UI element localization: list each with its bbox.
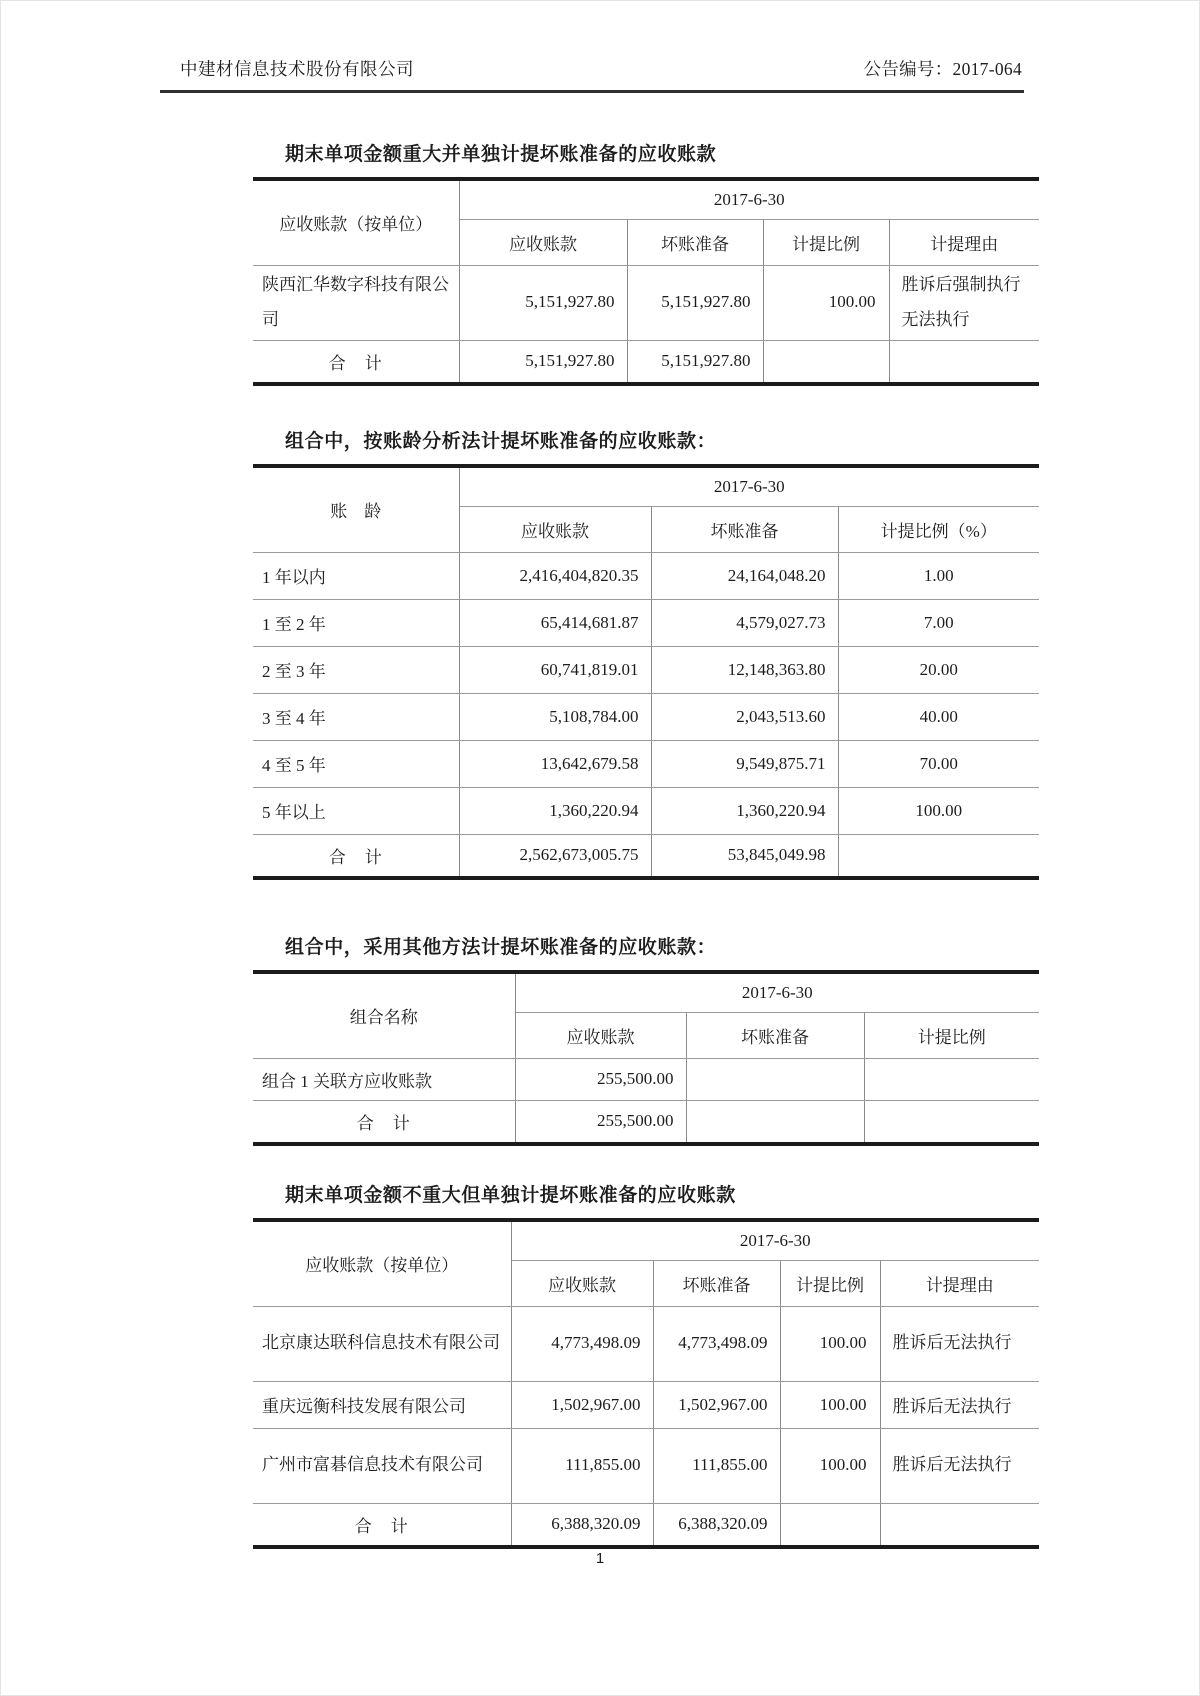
column-header: 计提比例	[864, 1012, 1039, 1058]
row-header-cell: 账 龄	[253, 466, 459, 552]
total-label: 合 计	[253, 1100, 515, 1144]
total-receivable: 5,151,927.80	[459, 340, 627, 384]
column-header: 应收账款	[459, 219, 627, 265]
period-cell: 2017-6-30	[459, 466, 1039, 506]
column-header: 应收账款	[515, 1012, 686, 1058]
provision-reason: 胜诉后无法执行	[880, 1381, 1039, 1428]
empty-cell	[686, 1058, 864, 1100]
period-cell: 2017-6-30	[459, 179, 1039, 219]
empty-cell	[838, 834, 1039, 878]
table-aging-analysis	[253, 464, 1039, 880]
receivable-amount: 1,360,220.94	[459, 787, 651, 834]
provision-ratio: 100.00	[763, 265, 889, 340]
debtor-name: 北京康达联科信息技术有限公司	[253, 1306, 511, 1381]
table-insignificant-individual	[253, 1218, 1039, 1549]
total-bad-debt: 5,151,927.80	[627, 340, 763, 384]
total-label: 合 计	[253, 340, 459, 384]
bad-debt-amount: 1,360,220.94	[651, 787, 838, 834]
aging-bucket: 3 至 4 年	[253, 693, 459, 740]
table-row	[253, 740, 1039, 787]
page-number: 1	[595, 1550, 605, 1567]
column-header: 应收账款	[459, 506, 651, 552]
period-cell: 2017-6-30	[511, 1220, 1039, 1260]
receivable-amount: 111,855.00	[511, 1428, 653, 1503]
total-row	[253, 1100, 1039, 1144]
bad-debt-amount: 24,164,048.20	[651, 552, 838, 599]
receivable-amount: 5,108,784.00	[459, 693, 651, 740]
bad-debt-amount: 4,773,498.09	[653, 1306, 780, 1381]
total-row	[253, 834, 1039, 878]
provision-reason: 胜诉后无法执行	[880, 1306, 1039, 1381]
provision-reason: 胜诉后强制执行无法执行	[889, 265, 1039, 340]
column-header: 计提理由	[889, 219, 1039, 265]
total-bad-debt: 6,388,320.09	[653, 1503, 780, 1547]
table-row	[253, 552, 1039, 599]
receivable-amount: 2,416,404,820.35	[459, 552, 651, 599]
row-header-cell: 组合名称	[253, 972, 515, 1058]
receivable-amount: 1,502,967.00	[511, 1381, 653, 1428]
empty-cell	[889, 340, 1039, 384]
column-header: 坏账准备	[686, 1012, 864, 1058]
section-other-method	[253, 932, 1039, 1146]
section-significant-individual	[253, 139, 1039, 386]
table-title: 期末单项金额重大并单独计提坏账准备的应收账款	[285, 144, 717, 165]
table-title: 组合中，采用其他方法计提坏账准备的应收账款：	[285, 937, 717, 958]
total-bad-debt: 53,845,049.98	[651, 834, 838, 878]
section-aging-analysis	[253, 426, 1039, 880]
column-header: 坏账准备	[651, 506, 838, 552]
table-row	[253, 646, 1039, 693]
period-cell: 2017-6-30	[515, 972, 1039, 1012]
receivable-amount: 13,642,679.58	[459, 740, 651, 787]
page-content	[253, 139, 1039, 1549]
table-row	[253, 787, 1039, 834]
table-row	[253, 1306, 1039, 1381]
provision-reason: 胜诉后无法执行	[880, 1428, 1039, 1503]
bad-debt-amount: 9,549,875.71	[651, 740, 838, 787]
empty-cell	[880, 1503, 1039, 1547]
provision-ratio: 20.00	[838, 646, 1039, 693]
total-row	[253, 340, 1039, 384]
aging-bucket: 2 至 3 年	[253, 646, 459, 693]
total-receivable: 255,500.00	[515, 1100, 686, 1144]
provision-ratio: 100.00	[780, 1428, 880, 1503]
bad-debt-amount: 111,855.00	[653, 1428, 780, 1503]
receivable-amount: 65,414,681.87	[459, 599, 651, 646]
provision-ratio: 100.00	[838, 787, 1039, 834]
receivable-amount: 5,151,927.80	[459, 265, 627, 340]
table-title: 期末单项金额不重大但单独计提坏账准备的应收账款	[285, 1185, 736, 1206]
doc-header	[160, 0, 1024, 93]
provision-ratio: 100.00	[780, 1306, 880, 1381]
empty-cell	[780, 1503, 880, 1547]
column-header: 应收账款	[511, 1260, 653, 1306]
provision-ratio: 1.00	[838, 552, 1039, 599]
column-header: 计提理由	[880, 1260, 1039, 1306]
debtor-name: 陕西汇华数字科技有限公司	[253, 265, 459, 340]
bad-debt-amount: 5,151,927.80	[627, 265, 763, 340]
aging-bucket: 4 至 5 年	[253, 740, 459, 787]
bad-debt-amount: 4,579,027.73	[651, 599, 838, 646]
provision-ratio: 40.00	[838, 693, 1039, 740]
table-row	[253, 1428, 1039, 1503]
total-label: 合 计	[253, 834, 459, 878]
bad-debt-amount: 1,502,967.00	[653, 1381, 780, 1428]
column-header: 坏账准备	[627, 219, 763, 265]
table-row	[253, 693, 1039, 740]
column-header: 计提比例	[763, 219, 889, 265]
announcement-number: 公告编号：2017-064	[863, 59, 1022, 79]
receivable-amount: 4,773,498.09	[511, 1306, 653, 1381]
aging-bucket: 5 年以上	[253, 787, 459, 834]
empty-cell	[864, 1100, 1039, 1144]
table-row	[253, 599, 1039, 646]
column-header: 计提比例（%）	[838, 506, 1039, 552]
debtor-name: 重庆远衡科技发展有限公司	[253, 1381, 511, 1428]
table-other-method	[253, 970, 1039, 1146]
total-row	[253, 1503, 1039, 1547]
provision-ratio: 70.00	[838, 740, 1039, 787]
column-header: 坏账准备	[653, 1260, 780, 1306]
table-row	[253, 1381, 1039, 1428]
total-receivable: 2,562,673,005.75	[459, 834, 651, 878]
total-label: 合 计	[253, 1503, 511, 1547]
receivable-amount: 60,741,819.01	[459, 646, 651, 693]
empty-cell	[763, 340, 889, 384]
bad-debt-amount: 2,043,513.60	[651, 693, 838, 740]
aging-bucket: 1 至 2 年	[253, 599, 459, 646]
portfolio-name: 组合 1 关联方应收账款	[253, 1058, 515, 1100]
receivable-amount: 255,500.00	[515, 1058, 686, 1100]
company-name: 中建材信息技术股份有限公司	[180, 59, 414, 79]
table-row	[253, 1058, 1039, 1100]
column-header: 计提比例	[780, 1260, 880, 1306]
row-header-cell: 应收账款（按单位）	[253, 1220, 511, 1306]
aging-bucket: 1 年以内	[253, 552, 459, 599]
provision-ratio: 7.00	[838, 599, 1039, 646]
provision-ratio: 100.00	[780, 1381, 880, 1428]
empty-cell	[864, 1058, 1039, 1100]
bad-debt-amount: 12,148,363.80	[651, 646, 838, 693]
section-insignificant-individual	[253, 1180, 1039, 1549]
table-title: 组合中，按账龄分析法计提坏账准备的应收账款：	[285, 431, 717, 452]
debtor-name: 广州市富碁信息技术有限公司	[253, 1428, 511, 1503]
table-row	[253, 265, 1039, 340]
total-receivable: 6,388,320.09	[511, 1503, 653, 1547]
row-header-cell: 应收账款（按单位）	[253, 179, 459, 265]
table-significant-individual	[253, 177, 1039, 386]
empty-cell	[686, 1100, 864, 1144]
